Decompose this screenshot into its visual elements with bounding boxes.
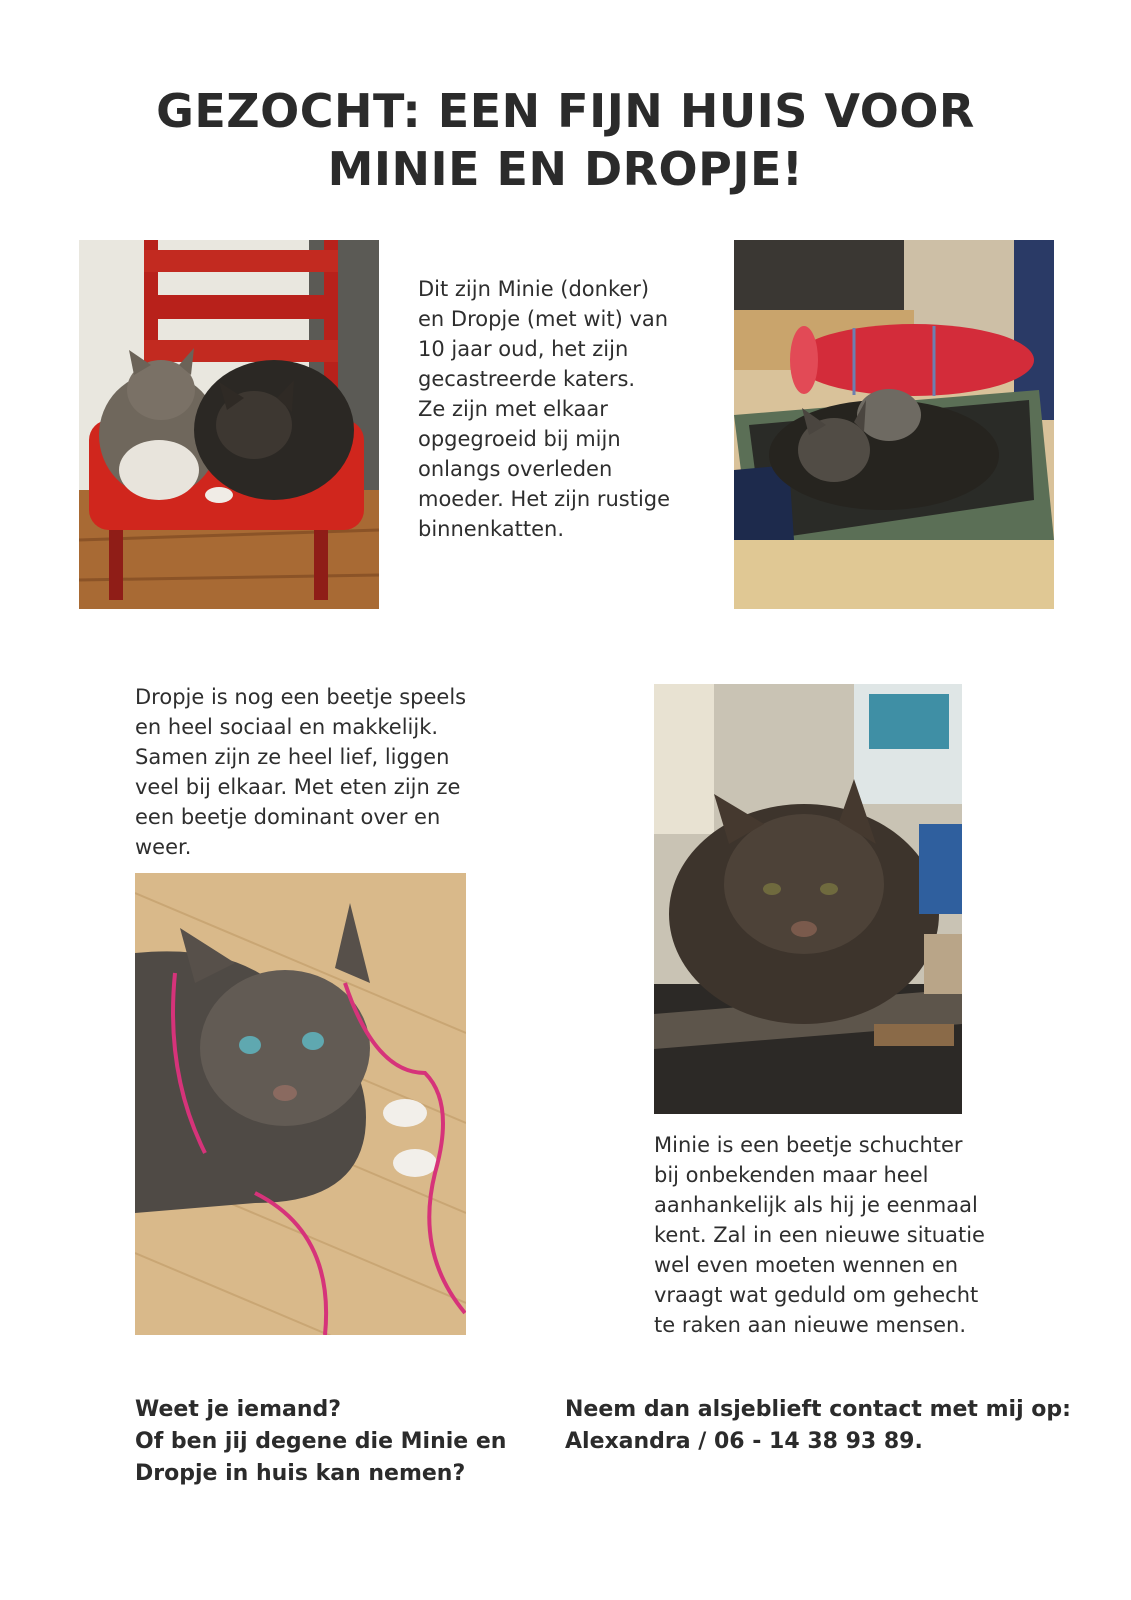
- question-block: [135, 1394, 535, 1490]
- page-title: [0, 82, 1131, 198]
- title-line-2: MINIE EN DROPJE!: [327, 142, 804, 196]
- intro-text: Dit zijn Minie (donker) en Dropje (met wit) van 10 jaar oud, het zijn gecastreerde katers. Ze zijn met elkaar opgegroeid bij mijn onlangs overleden moeder. Het zijn rustige binnenkatten.: [418, 277, 671, 541]
- contact-line-2: Alexandra / 06 - 14 38 93 89.: [565, 1429, 923, 1454]
- photo-dropje-with-ribbon: [135, 873, 466, 1335]
- question-line-3: Dropje in huis kan nemen?: [135, 1461, 466, 1486]
- question-line-2: Of ben jij degene die Minie en: [135, 1429, 507, 1454]
- photo-minie-on-table: [654, 684, 962, 1114]
- question-line-1: Weet je iemand?: [135, 1397, 342, 1422]
- contact-line-1: Neem dan alsjeblieft contact met mij op:: [565, 1397, 1071, 1422]
- minie-text: Minie is een beetje schuchter bij onbekenden maar heel aanhankelijk als hij je eenmaal kent. Zal in een nieuwe situatie wel even moeten wennen en vraagt wat geduld om gehecht te raken aan nieuwe mensen.: [654, 1133, 985, 1337]
- photo-cats-in-bin: [734, 240, 1054, 609]
- dropje-text: Dropje is nog een beetje speels en heel sociaal en makkelijk. Samen zijn ze heel lief, liggen veel bij elkaar. Met eten zijn ze een beetje dominant over en weer.: [135, 685, 467, 859]
- contact-block: [565, 1394, 1085, 1458]
- photo-cats-on-red-chair: [79, 240, 379, 609]
- title-line-1: GEZOCHT: EEN FIJN HUIS VOOR: [156, 84, 975, 138]
